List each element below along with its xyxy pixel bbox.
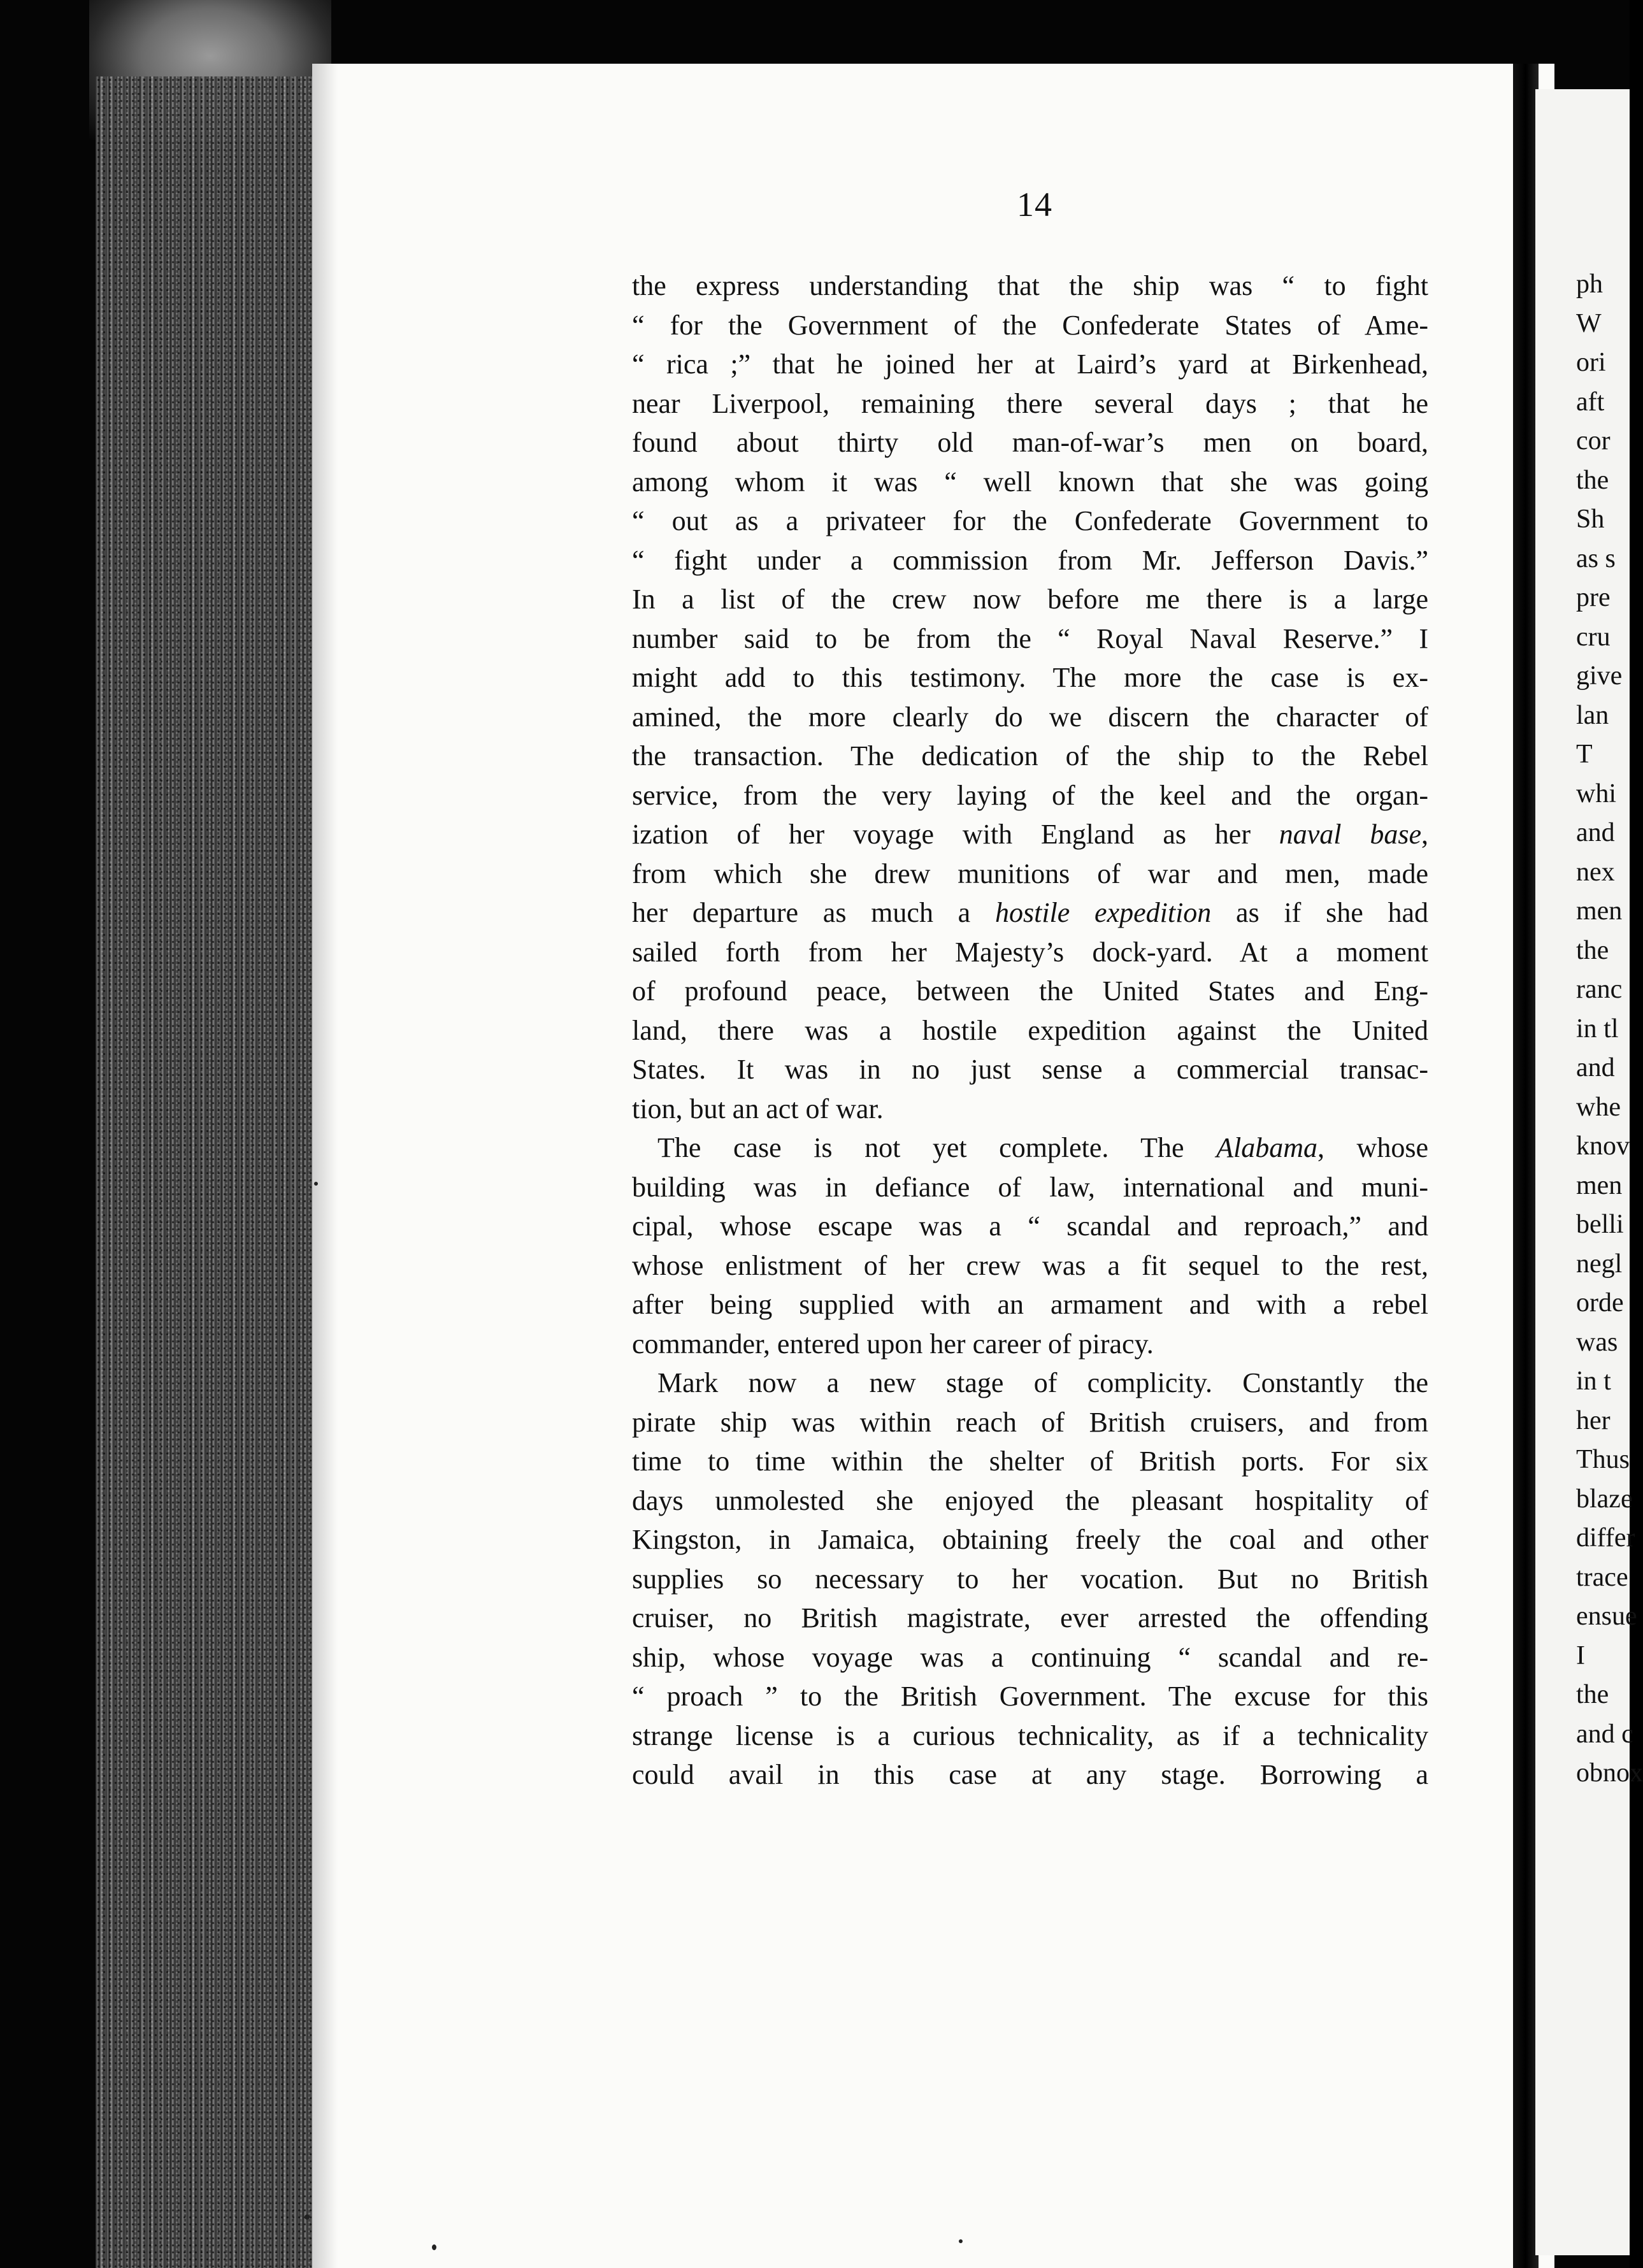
- adjacent-text-fragment: was: [1576, 1327, 1618, 1357]
- adjacent-text-fragment: W: [1576, 308, 1602, 338]
- text-line: land, there was a hostile expedition against the United: [632, 1014, 1428, 1046]
- adjacent-text-fragment: Thus: [1576, 1445, 1630, 1474]
- text-line: after being supplied with an armament and with a rebel: [632, 1289, 1428, 1320]
- text-line: strange license is a curious technicality, as if a technicality: [632, 1719, 1428, 1751]
- adjacent-text-fragment: the: [1576, 1680, 1609, 1709]
- adjacent-text-fragment: as s: [1576, 543, 1616, 573]
- text-line: In a list of the crew now before me there is a large: [632, 584, 1428, 615]
- adjacent-text-fragment: obnox: [1576, 1758, 1643, 1788]
- text-line: States. It was in no just sense a commercial transac-: [632, 1054, 1428, 1085]
- text-line: “ for the Government of the Confederate States of Ame-: [632, 309, 1428, 341]
- adjacent-text-fragment: her: [1576, 1405, 1611, 1435]
- text-line: from which she drew munitions of war and men, made: [632, 858, 1428, 889]
- italic-phrase: naval base: [1279, 819, 1421, 850]
- text-line: building was in defiance of law, international and muni-: [632, 1171, 1428, 1203]
- text-line: could avail in this case at any stage. Borrowing a: [632, 1759, 1428, 1790]
- text-line: might add to this testimony. The more the case is ex-: [632, 662, 1428, 693]
- adjacent-text-fragment: nex: [1576, 857, 1615, 887]
- adjacent-page: [1535, 89, 1643, 2255]
- adjacent-page-text: [1535, 265, 1643, 1793]
- book-spine-speckle: [96, 76, 312, 2268]
- text-line: near Liverpool, remaining there several days ; that he: [632, 387, 1428, 419]
- scan-speck: [432, 2244, 436, 2250]
- text-line: the transaction. The dedication of the ship to the Rebel: [632, 740, 1428, 772]
- adjacent-text-fragment: the: [1576, 465, 1609, 495]
- text-line: The case is not yet complete. The Alabama, whose: [657, 1132, 1428, 1163]
- adjacent-text-fragment: blaze: [1576, 1484, 1633, 1514]
- adjacent-text-fragment: pre: [1576, 583, 1611, 612]
- adjacent-text-fragment: ori: [1576, 348, 1606, 377]
- scan-speck: [314, 1182, 318, 1186]
- adjacent-text-fragment: I: [1576, 1640, 1585, 1670]
- adjacent-text-fragment: cor: [1576, 426, 1611, 456]
- adjacent-text-fragment: give: [1576, 661, 1623, 691]
- text-line: found about thirty old man-of-war’s men on board,: [632, 427, 1428, 458]
- scan-speck: [959, 2239, 963, 2243]
- adjacent-text-fragment: orde: [1576, 1288, 1624, 1317]
- text-line: pirate ship was within reach of British cruisers, and from: [632, 1406, 1428, 1438]
- adjacent-text-fragment: and: [1576, 1053, 1615, 1082]
- text-line: sailed forth from her Majesty’s dock-yard. At a moment: [632, 936, 1428, 968]
- adjacent-text-fragment: in tl: [1576, 1014, 1619, 1044]
- text-line: “ proach ” to the British Government. The excuse for this: [632, 1681, 1428, 1712]
- text-line: number said to be from the “ Royal Naval Reserve.” I: [632, 622, 1428, 654]
- text-line: ization of her voyage with England as her naval base,: [632, 819, 1428, 850]
- adjacent-text-fragment: in t: [1576, 1367, 1611, 1396]
- adjacent-text-fragment: and: [1576, 818, 1615, 847]
- adjacent-text-fragment: men: [1576, 1170, 1623, 1200]
- adjacent-text-fragment: T: [1576, 740, 1593, 769]
- text-line: time to time within the shelter of British ports. For six: [632, 1446, 1428, 1477]
- body-text: [632, 266, 1428, 1795]
- page-inner-shadow: [312, 64, 338, 2268]
- adjacent-text-fragment: whi: [1576, 779, 1616, 808]
- text-line: days unmolested she enjoyed the pleasant hospitality of: [632, 1484, 1428, 1516]
- italic-phrase: Alabama: [1216, 1132, 1318, 1163]
- adjacent-text-fragment: ensue: [1576, 1602, 1637, 1631]
- adjacent-text-fragment: trace: [1576, 1562, 1628, 1592]
- adjacent-text-fragment: cru: [1576, 622, 1611, 652]
- text-line: ship, whose voyage was a continuing “ scandal and re-: [632, 1641, 1428, 1673]
- italic-phrase: hostile expedition: [994, 897, 1212, 928]
- adjacent-text-fragment: the: [1576, 935, 1609, 965]
- adjacent-text-fragment: ranc: [1576, 975, 1623, 1004]
- text-line: cipal, whose escape was a “ scandal and reproach,” and: [632, 1210, 1428, 1242]
- adjacent-text-fragment: men: [1576, 896, 1623, 926]
- adjacent-text-fragment: ph: [1576, 269, 1603, 299]
- adjacent-text-fragment: belli: [1576, 1210, 1624, 1239]
- text-line: “ rica ;” that he joined her at Laird’s yard at Birkenhead,: [632, 348, 1428, 380]
- page-number: 14: [1017, 185, 1052, 224]
- text-line: the express understanding that the ship was “ to fight: [632, 270, 1428, 301]
- text-line: Mark now a new stage of complicity. Constantly the: [657, 1367, 1428, 1398]
- adjacent-text-fragment: lan: [1576, 700, 1609, 730]
- adjacent-text-fragment: whe: [1576, 1092, 1621, 1122]
- text-line: cruiser, no British magistrate, ever arrested the offending: [632, 1602, 1428, 1633]
- text-line: supplies so necessary to her vocation. But no British: [632, 1563, 1428, 1595]
- text-line: service, from the very laying of the keel and the organ-: [632, 779, 1428, 811]
- text-line: her departure as much a hostile expedition as if she had: [632, 897, 1429, 928]
- scan-speck: [305, 2214, 310, 2220]
- adjacent-text-fragment: differ: [1576, 1523, 1635, 1553]
- text-line: commander, entered upon her career of piracy.: [632, 1328, 1154, 1360]
- text-line: Kingston, in Jamaica, obtaining freely the coal and other: [632, 1524, 1428, 1555]
- adjacent-text-fragment: Sh: [1576, 505, 1605, 534]
- text-line: among whom it was “ well known that she was going: [632, 466, 1428, 498]
- text-line: “ out as a privateer for the Confederate Government to: [632, 505, 1428, 536]
- adjacent-text-fragment: negl: [1576, 1249, 1623, 1279]
- text-line: “ fight under a commission from Mr. Jefferson Davis.”: [632, 544, 1428, 576]
- adjacent-text-fragment: and c: [1576, 1719, 1633, 1749]
- adjacent-text-fragment: aft: [1576, 387, 1605, 417]
- adjacent-text-fragment: knov: [1576, 1131, 1630, 1161]
- page-gutter: [1513, 64, 1539, 2268]
- text-line: tion, but an act of war.: [632, 1093, 884, 1124]
- text-line: amined, the more clearly do we discern the character of: [632, 701, 1428, 733]
- text-line: of profound peace, between the United States and Eng-: [632, 975, 1428, 1007]
- text-line: whose enlistment of her crew was a fit sequel to the rest,: [632, 1249, 1428, 1281]
